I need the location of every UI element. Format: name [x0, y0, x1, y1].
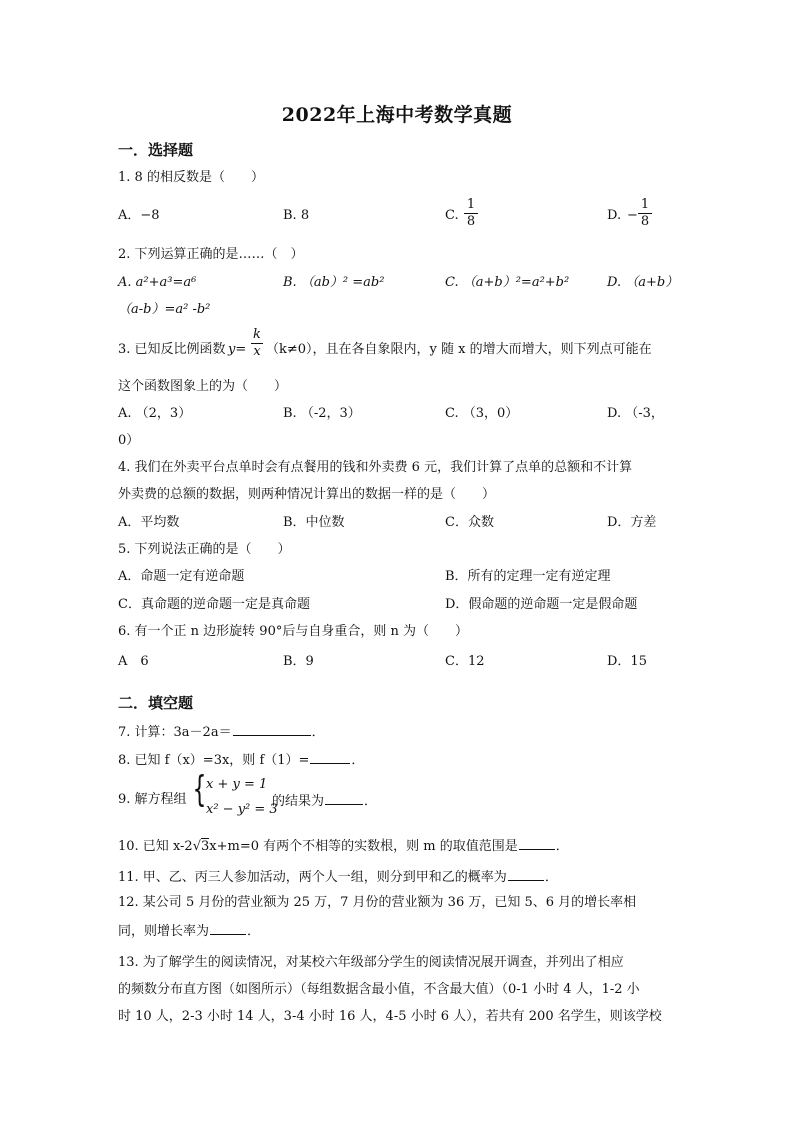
- answer-blank[interactable]: [210, 922, 246, 935]
- answer-blank[interactable]: [310, 751, 350, 764]
- question-13-stem-line3: 时 10 人，2-3 小时 14 人，3-4 小时 16 人，4-5 小时 6 人），若共有 200 名学生，则该学校: [118, 1009, 662, 1024]
- question-6-option-c: C．12: [445, 654, 485, 669]
- question-11-stem: 11. 甲、乙、丙三人参加活动，两个人一组，则分到甲和乙的概率为: [118, 870, 507, 885]
- question-4-option-c: C．众数: [445, 515, 494, 530]
- question-1-option-d-fraction: [638, 198, 652, 229]
- question-10: [118, 837, 569, 855]
- question-1-option-a: A．−8: [118, 208, 160, 223]
- question-6-stem: 6. 有一个正 n 边形旋转 90°后与自身重合，则 n 为（ ）: [118, 624, 468, 639]
- question-10-end: ．: [555, 839, 569, 854]
- answer-blank[interactable]: [508, 868, 544, 881]
- question-4-stem: 4. 我们在外卖平台点单时会有点餐用的钱和外卖费 6 元，我们计算了点单的总额和不计算: [118, 460, 633, 475]
- fraction-denominator: x: [253, 344, 261, 359]
- question-7-stem: 7. 计算：3a－2a＝: [118, 725, 232, 740]
- question-2-option-d: D. （a+b）: [607, 275, 679, 290]
- question-9-equation-2: x² − y² = 3: [206, 802, 278, 817]
- question-3-option-b: B. （-2，3）: [283, 406, 361, 421]
- radical-icon: √: [192, 839, 202, 854]
- question-1-option-b: B. 8: [283, 208, 310, 223]
- system-brace: {: [192, 769, 207, 810]
- question-8-end: ．: [351, 753, 365, 768]
- question-1-option-d-label: D.: [607, 208, 622, 223]
- fraction-numerator: 1: [466, 197, 476, 212]
- question-3-stem: （k≠0），且在各自象限内，y 随 x 的增大而增大，则下列点可能在: [266, 342, 652, 357]
- question-5-option-d: D．假命题的逆命题一定是假命题: [445, 597, 638, 612]
- question-5-option-c: C．真命题的逆命题一定是真命题: [118, 597, 310, 612]
- question-3-function-y: y=: [228, 342, 247, 357]
- question-2-stem: 2. 下列运算正确的是……（ ）: [118, 247, 304, 262]
- question-11-end: ．: [544, 870, 558, 885]
- question-6-option-d: D．15: [607, 654, 647, 669]
- question-5-option-a: A．命题一定有逆命题: [118, 569, 245, 584]
- question-10-stem: x+m=0 有两个不相等的实数根，则 m 的取值范围是: [209, 839, 518, 854]
- question-3-option-d: D. （-3，: [607, 406, 664, 421]
- question-10-prefix: 10. 已知 x-2: [118, 839, 193, 854]
- question-2-option-b: B. （ab）² =ab²: [283, 275, 385, 290]
- question-4-stem-line2: 外卖费的总额的数据，则两种情况计算出的数据一样的是（ ）: [118, 487, 496, 502]
- answer-blank[interactable]: [519, 837, 555, 850]
- question-3-fraction-k-over-x: [251, 328, 263, 359]
- question-13-stem: 13. 为了解学生的阅读情况，对某校六年级部分学生的阅读情况展开调查，并列出了相应: [118, 955, 624, 970]
- question-3-stem-line2: 这个函数图象上的为（ ）: [118, 379, 288, 394]
- question-9-stem: 的结果为: [272, 794, 325, 809]
- question-12-line2: [118, 922, 260, 940]
- question-9-prefix: 9. 解方程组: [118, 792, 187, 807]
- question-2-option-d-continued: （a-b）=a² -b²: [118, 302, 211, 317]
- fraction-numerator: k: [253, 327, 261, 342]
- question-12-stem-line2: 同，则增长率为: [118, 924, 210, 939]
- question-9-equation-1: x + y = 1: [206, 777, 268, 792]
- question-3-option-a: A. （2，3）: [118, 406, 192, 421]
- question-6-option-a: A 6: [118, 654, 149, 669]
- question-12-end: ．: [247, 924, 261, 939]
- question-1-stem: 1. 8 的相反数是（ ）: [118, 170, 264, 185]
- question-2-option-a: A. a²+a³=a⁶: [118, 275, 197, 290]
- question-8: [118, 751, 364, 769]
- section-heading-fill-blank: 二．填空题: [118, 694, 194, 712]
- section-heading-choice: 一．选择题: [118, 141, 194, 159]
- question-9-end: ．: [364, 794, 378, 809]
- question-4-option-b: B．中位数: [283, 515, 345, 530]
- question-12-stem: 12. 某公司 5 月份的营业额为 25 万，7 月份的营业额为 36 万，已知 5、6 月的增长率相: [118, 895, 637, 910]
- question-2-option-c: C. （a+b）²=a²+b²: [445, 275, 570, 290]
- question-11: [118, 868, 558, 886]
- question-10-radicand: 3: [201, 839, 210, 854]
- question-1-option-c-label: C.: [445, 208, 459, 223]
- question-13-stem-line2: 的频数分布直方图（如图所示）（每组数据含最小值，不含最大值）（0-1 小时 4 人，1-2 小: [118, 982, 640, 997]
- question-1-option-d-sign: −: [627, 208, 638, 223]
- question-7-end: ．: [311, 725, 325, 740]
- question-3-option-c: C. （3，0）: [445, 406, 519, 421]
- question-3-prefix: 3. 已知反比例函数: [118, 342, 226, 357]
- fraction-numerator: 1: [640, 197, 650, 212]
- question-9: [272, 792, 377, 810]
- question-5-option-b: B．所有的定理一定有逆定理: [445, 569, 611, 584]
- question-6-option-b: B．9: [283, 654, 314, 669]
- fraction-denominator: 8: [466, 214, 476, 229]
- answer-blank[interactable]: [325, 792, 363, 805]
- answer-blank[interactable]: [233, 723, 311, 736]
- page-title: 2022年上海中考数学真题: [281, 104, 513, 126]
- question-3-option-d-continued: 0）: [118, 433, 140, 448]
- question-5-stem: 5. 下列说法正确的是（ ）: [118, 542, 291, 557]
- question-4-option-d: D．方差: [607, 515, 657, 530]
- question-8-stem: 8. 已知 f（x）=3x，则 f（1）=: [118, 753, 310, 768]
- fraction-denominator: 8: [640, 214, 650, 229]
- question-7: [118, 723, 325, 741]
- question-1-option-c-fraction: [464, 198, 478, 229]
- question-4-option-a: A．平均数: [118, 515, 180, 530]
